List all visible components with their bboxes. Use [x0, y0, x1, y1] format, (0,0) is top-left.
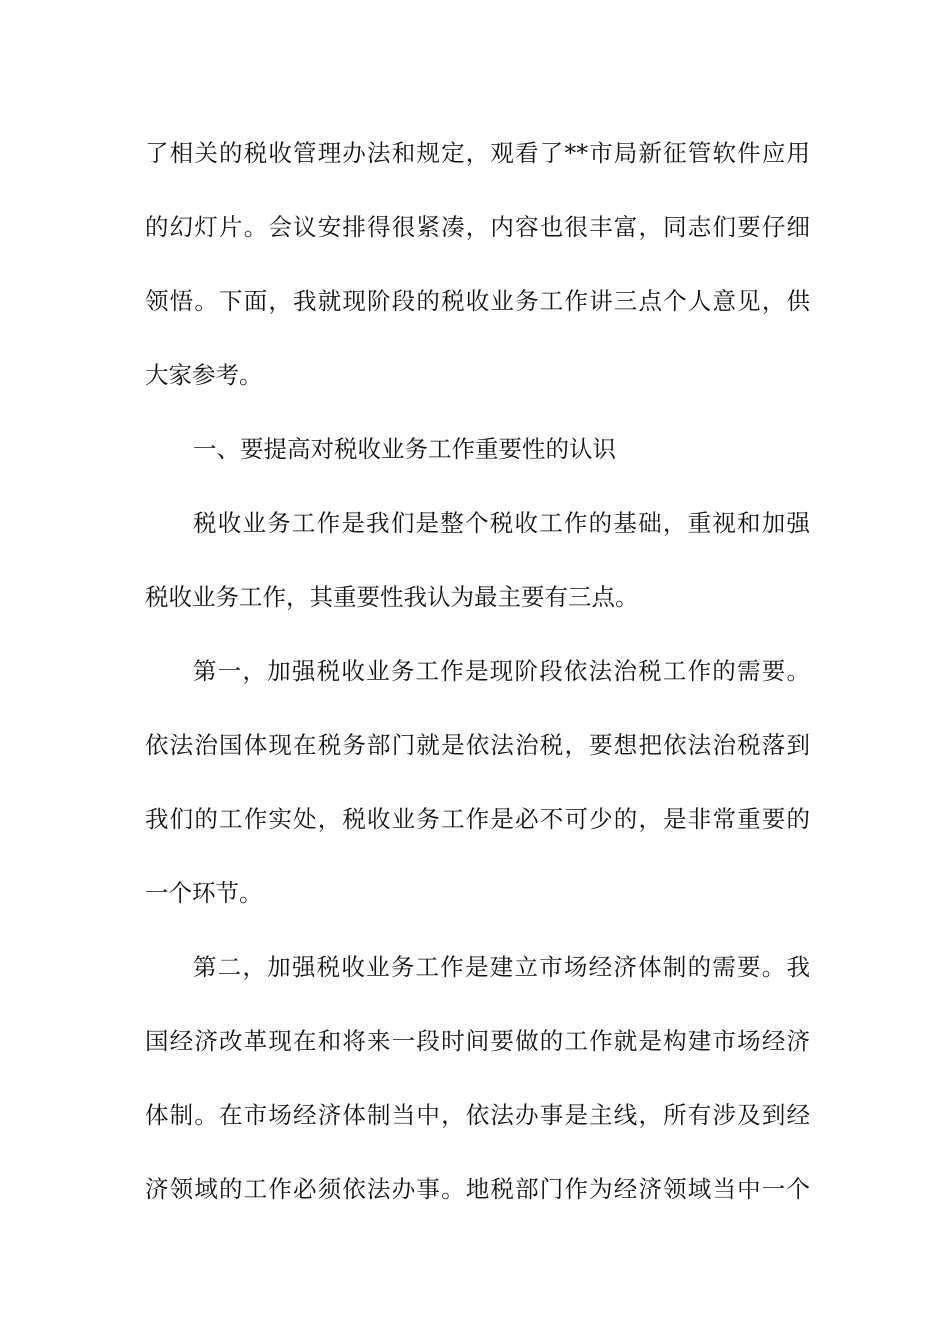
- paragraph-first-line: 税收业务工作是我们是整个税收工作的基础，重视和加强: [193, 509, 810, 537]
- body-text-line: 我们的工作实处，税收业务工作是必不可少的，是非常重要的: [145, 805, 810, 833]
- body-text-line: 的幻灯片。会议安排得很紧凑，内容也很丰富，同志们要仔细: [145, 213, 810, 241]
- body-text-line: 大家参考。: [145, 361, 263, 389]
- body-text-line: 依法治国体现在税务部门就是依法治税，要想把依法治税落到: [145, 731, 810, 759]
- paragraph-first-line: 第一，加强税收业务工作是现阶段依法治税工作的需要。: [193, 657, 810, 685]
- body-text-line: 济领域的工作必须依法办事。地税部门作为经济领域当中一个: [145, 1175, 810, 1203]
- body-text-line: 领悟。下面，我就现阶段的税收业务工作讲三点个人意见，供: [145, 287, 810, 315]
- body-text-line: 一个环节。: [145, 879, 263, 907]
- body-text-line: 体制。在市场经济体制当中，依法办事是主线，所有涉及到经: [145, 1101, 810, 1129]
- body-text-line: 国经济改革现在和将来一段时间要做的工作就是构建市场经济: [145, 1027, 810, 1055]
- body-text-line: 税收业务工作，其重要性我认为最主要有三点。: [145, 583, 639, 611]
- paragraph-first-line: 第二，加强税收业务工作是建立市场经济体制的需要。我: [193, 953, 810, 981]
- section-heading: 一、要提高对税收业务工作重要性的认识: [193, 435, 616, 463]
- body-text-line: 了相关的税收管理办法和规定，观看了**市局新征管软件应用: [145, 139, 810, 167]
